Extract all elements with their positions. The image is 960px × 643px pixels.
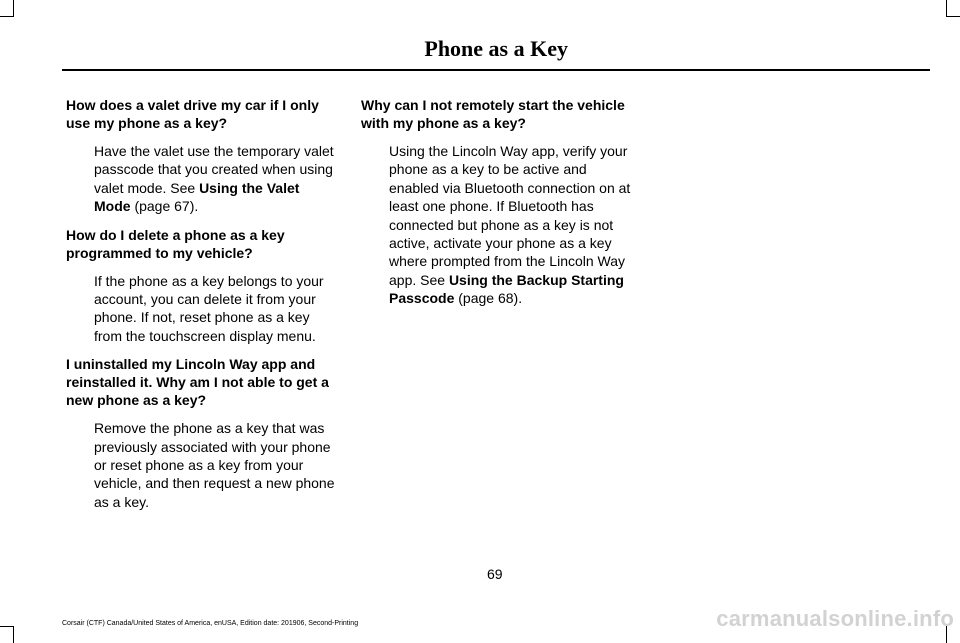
qa-item [66,226,338,346]
crop-mark [13,626,14,643]
question: How do I delete a phone as a key programmed to my vehicle? [66,226,285,261]
watermark: carmanualsonline.info [716,606,954,631]
qa-item [66,96,338,216]
crop-mark [0,16,14,17]
crop-mark [946,16,960,17]
page-reference: (page 68). [454,290,523,307]
answer-text: Using the Lincoln Way app, verify your phone as a key to be active and enabled via Bluetooth connection on at least one phone. If Bluetooth has connected but phone as a key is not active, activate your phone as a key where prompted from the Lincoln Way app. See [389,143,631,288]
answer-text: Remove the phone as a key that was previously associated with your phone or reset phone as a key from your vehicle, and then request a new phone as a key. [94,420,335,510]
cross-reference-link[interactable]: Using the Backup Starting Passcode [389,271,624,307]
qa-item [361,96,633,308]
crop-mark [946,0,947,16]
answer [94,272,338,346]
cross-reference-link[interactable]: Using the Valet Mode [94,179,300,215]
answer [389,142,633,308]
crop-mark [0,626,14,627]
page-number: 69 [487,566,503,582]
answer-text: If the phone as a key belongs to your account, you can delete it from your phone. If not, reset phone as a key from the touchscreen display menu. [94,272,324,344]
answer [94,419,338,511]
left-column [66,96,338,521]
right-column [361,96,633,318]
question: I uninstalled my Lincoln Way app and reinstalled it. Why am I not able to get a new phone as a key? [66,356,329,409]
header-rule [62,69,930,71]
answer [94,142,338,216]
page-title: Phone as a Key [424,36,568,61]
qa-item [66,355,338,511]
page-reference: (page 67). [130,198,199,215]
crop-mark [13,0,14,16]
question: How does a valet drive my car if I only use my phone as a key? [66,97,319,131]
answer-text: Have the valet use the temporary valet passcode that you created when using valet mode. See [94,143,334,196]
edition-footer: Corsair (CTF) Canada/United States of America, enUSA, Edition date: 201906, Second-Printing [62,620,359,627]
question: Why can I not remotely start the vehicle with my phone as a key? [361,97,625,131]
